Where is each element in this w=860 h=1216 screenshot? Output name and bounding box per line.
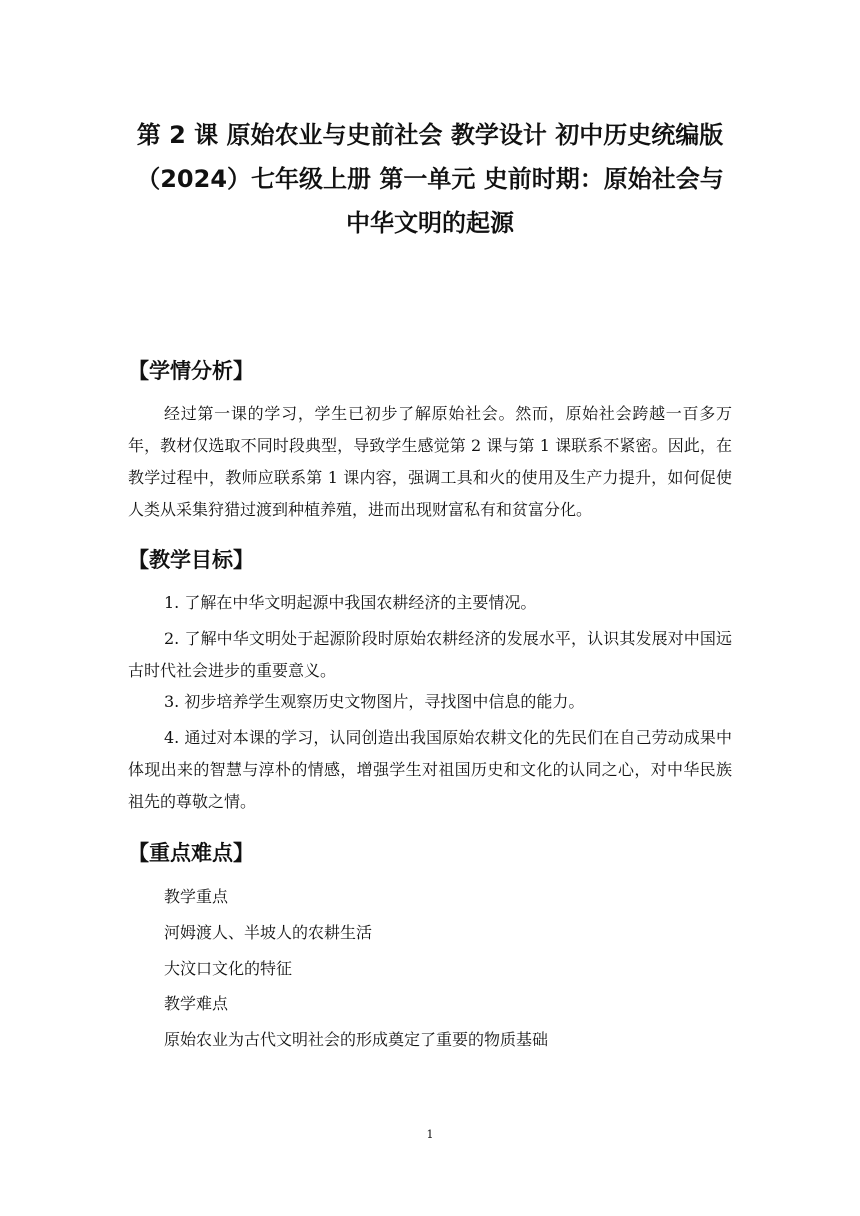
difficulty-item: 原始农业为古代文明社会的形成奠定了重要的物质基础 <box>164 1030 549 1049</box>
objective-item-3: 3. 初步培养学生观察历史文物图片，寻找图中信息的能力。 <box>164 692 585 711</box>
section-heading-objectives: 【教学目标】 <box>128 548 254 572</box>
difficulty-label: 教学难点 <box>164 994 229 1013</box>
key-point-item: 河姆渡人、半坡人的农耕生活 <box>164 923 373 942</box>
objective-item-4: 4. 通过对本课的学习，认同创造出我国原始农耕文化的先民们在自己劳动成果中体现出来的智慧与淳朴的情感，增强学生对祖国历史和文化的认同之心，对中华民族祖先的尊敬之情。 <box>128 728 732 811</box>
section-heading-analysis: 【学情分析】 <box>128 359 254 383</box>
objective-item-2: 2. 了解中华文明处于起源阶段时原始农耕经济的发展水平，认识其发展对中国远古时代社会进步的重要意义。 <box>128 629 732 680</box>
key-point-label: 教学重点 <box>164 887 229 906</box>
analysis-paragraph: 经过第一课的学习，学生已初步了解原始社会。然而，原始社会跨越一百多万年，教材仅选取不同时段典型，导致学生感觉第 2 课与第 1 课联系不紧密。因此，在教学过程中，教师应联系第 1 课内容，强调工具和火的使用及生产力提升，如何促使人类从采集狩猎过渡到种植养殖，进而出现财富私有和贫富分化。 <box>128 404 732 519</box>
key-point-item: 大汶口文化的特征 <box>164 959 293 978</box>
objective-item-1: 1. 了解在中华文明起源中我国农耕经济的主要情况。 <box>164 593 537 612</box>
page-number: 1 <box>426 1128 434 1141</box>
section-heading-key-points: 【重点难点】 <box>128 841 254 865</box>
document-title: 第 2 课 原始农业与史前社会 教学设计 初中历史统编版（2024）七年级上册 第一单元 史前时期：原始社会与中华文明的起源 <box>136 121 724 237</box>
